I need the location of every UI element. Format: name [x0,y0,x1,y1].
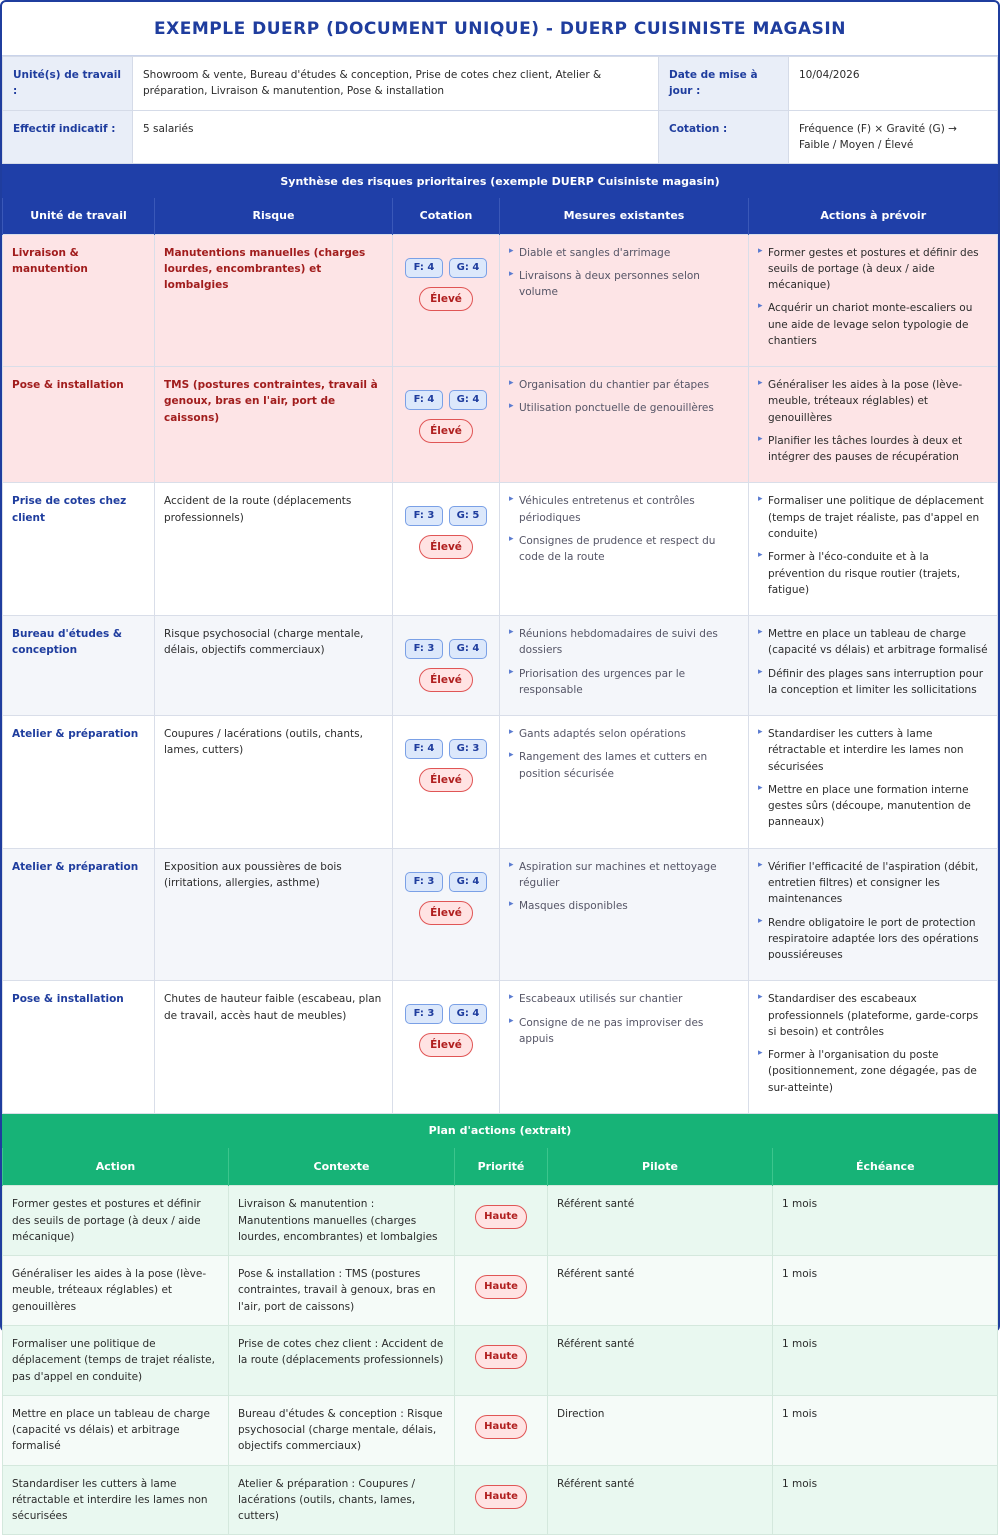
existing-measures [500,848,749,981]
action-item: ▸ Mettre en place un tableau de charge (capacité vs délais) et arbitrage formalisé [758,626,988,659]
risk-level-badge: Élevé [419,768,473,792]
planned-actions [749,848,998,981]
risk-unit: Livraison & manutention [3,234,155,367]
plan-row [3,1256,998,1326]
cotation-value: Fréquence (F) × Gravité (G) → Faible / Moyen / Élevé [789,110,998,164]
action-item: ▸ Rendre obligatoire le port de protection respiratoire adaptée lors des opérations poussiéreuses [758,915,988,964]
plan-table-body [3,1186,998,1535]
frequency-chip: F: 4 [405,390,443,410]
planned-actions [749,367,998,483]
plan-pilot: Référent santé [548,1326,773,1396]
plan-context: Pose & installation : TMS (postures contraintes, travail à genoux, bras en l'air, port de caissons) [229,1256,455,1326]
plan-context: Atelier & préparation : Coupures / lacérations (outils, chants, lames, cutters) [229,1465,455,1535]
plan-priority [455,1326,548,1396]
col-header-unit: Unité de travail [3,198,155,234]
action-item: ▸ Standardiser des escabeaux professionnels (plateforme, garde-corps si besoin) et contrôles [758,991,988,1040]
risk-level-badge: Élevé [419,287,473,311]
info-table [2,56,998,164]
frequency-chip: F: 4 [405,258,443,278]
plan-row [3,1465,998,1535]
gravity-chip: G: 3 [449,739,487,759]
priority-badge: Haute [475,1275,527,1299]
gravity-chip: G: 4 [449,390,487,410]
risk-cotation [393,616,500,716]
measure-item: ▸ Réunions hebdomadaires de suivi des dossiers [509,626,739,659]
priority-badge: Haute [475,1415,527,1439]
col-header-context: Contexte [229,1148,455,1186]
risk-name: TMS (postures contraintes, travail à genoux, bras en l'air, port de caissons) [155,367,393,483]
action-item: ▸ Standardiser les cutters à lame rétractable et interdire les lames non sécurisées [758,726,988,775]
measure-item: ▸ Diable et sangles d'arrimage [509,245,739,261]
staff-label: Effectif indicatif : [3,110,133,164]
date-value: 10/04/2026 [789,57,998,111]
existing-measures [500,367,749,483]
frequency-chip: F: 3 [405,872,443,892]
measure-item: ▸ Livraisons à deux personnes selon volume [509,268,739,301]
risk-row [3,234,998,367]
plan-pilot: Référent santé [548,1256,773,1326]
risk-row [3,981,998,1114]
risk-level-badge: Élevé [419,1033,473,1057]
planned-actions [749,716,998,849]
risk-table-body [3,234,998,1113]
cotation-label: Cotation : [659,110,789,164]
frequency-chip: F: 3 [405,639,443,659]
risk-row [3,616,998,716]
risk-cotation [393,483,500,616]
col-header-action: Action [3,1148,229,1186]
measure-item: ▸ Consigne de ne pas improviser des appuis [509,1015,739,1048]
risk-level-badge: Élevé [419,901,473,925]
plan-deadline: 1 mois [773,1395,998,1465]
risk-unit: Atelier & préparation [3,716,155,849]
risk-name: Coupures / lacérations (outils, chants, lames, cutters) [155,716,393,849]
priority-badge: Haute [475,1345,527,1369]
risk-name: Exposition aux poussières de bois (irritations, allergies, asthme) [155,848,393,981]
priority-badge: Haute [475,1485,527,1509]
plan-priority [455,1465,548,1535]
gravity-chip: G: 4 [449,258,487,278]
planned-actions [749,234,998,367]
risk-cotation [393,716,500,849]
plan-pilot: Référent santé [548,1465,773,1535]
risk-unit: Atelier & préparation [3,848,155,981]
planned-actions [749,483,998,616]
measure-item: ▸ Masques disponibles [509,898,739,914]
col-header-cotation: Cotation [393,198,500,234]
existing-measures [500,234,749,367]
frequency-chip: F: 3 [405,506,443,526]
plan-action: Standardiser les cutters à lame rétractable et interdire les lames non sécurisées [3,1465,229,1535]
action-item: ▸ Former à l'éco-conduite et à la prévention du risque routier (trajets, fatigue) [758,549,988,598]
action-item: ▸ Définir des plages sans interruption pour la conception et limiter les sollicitations [758,666,988,699]
plan-priority [455,1256,548,1326]
risk-name: Accident de la route (déplacements professionnels) [155,483,393,616]
plan-priority [455,1186,548,1256]
plan-action: Former gestes et postures et définir des seuils de portage (à deux / aide mécanique) [3,1186,229,1256]
risk-row [3,367,998,483]
gravity-chip: G: 4 [449,1004,487,1024]
plan-context: Prise de cotes chez client : Accident de la route (déplacements professionnels) [229,1326,455,1396]
col-header-risk: Risque [155,198,393,234]
plan-priority [455,1395,548,1465]
risk-name: Risque psychosocial (charge mentale, délais, objectifs commerciaux) [155,616,393,716]
planned-actions [749,981,998,1114]
risk-row [3,716,998,849]
units-value: Showroom & vente, Bureau d'études & conception, Prise de cotes chez client, Atelier & préparation, Livraison & manutention, Pose & installation [133,57,659,111]
action-item: ▸ Généraliser les aides à la pose (lève-meuble, tréteaux réglables) et genouillères [758,377,988,426]
risk-unit: Bureau d'études & conception [3,616,155,716]
plan-context: Bureau d'études & conception : Risque psychosocial (charge mentale, délais, objectifs commerciaux) [229,1395,455,1465]
gravity-chip: G: 4 [449,639,487,659]
risk-unit: Pose & installation [3,367,155,483]
action-item: ▸ Vérifier l'efficacité de l'aspiration (débit, entretien filtres) et consigner les maintenances [758,859,988,908]
plan-pilot: Référent santé [548,1186,773,1256]
action-item: ▸ Formaliser une politique de déplacement (temps de trajet réaliste, pas d'appel en conduite) [758,493,988,542]
col-header-priority: Priorité [455,1148,548,1186]
col-header-measures: Mesures existantes [500,198,749,234]
action-item: ▸ Former à l'organisation du poste (positionnement, zone dégagée, pas de sur-atteinte) [758,1047,988,1096]
document-title: EXEMPLE DUERP (DOCUMENT UNIQUE) - DUERP CUISINISTE MAGASIN [2,2,998,56]
risk-level-badge: Élevé [419,668,473,692]
risk-unit: Prise de cotes chez client [3,483,155,616]
measure-item: ▸ Véhicules entretenus et contrôles périodiques [509,493,739,526]
measure-item: ▸ Organisation du chantier par étapes [509,377,739,393]
action-item: ▸ Former gestes et postures et définir des seuils de portage (à deux / aide mécanique) [758,245,988,294]
plan-row [3,1326,998,1396]
measure-item: ▸ Aspiration sur machines et nettoyage régulier [509,859,739,892]
measure-item: ▸ Escabeaux utilisés sur chantier [509,991,739,1007]
risk-unit: Pose & installation [3,981,155,1114]
col-header-deadline: Échéance [773,1148,998,1186]
action-item: ▸ Planifier les tâches lourdes à deux et intégrer des pauses de récupération [758,433,988,466]
plan-action: Mettre en place un tableau de charge (capacité vs délais) et arbitrage formalisé [3,1395,229,1465]
plan-pilot: Direction [548,1395,773,1465]
plan-action: Formaliser une politique de déplacement (temps de trajet réaliste, pas d'appel en conduite) [3,1326,229,1396]
col-header-actions: Actions à prévoir [749,198,998,234]
date-label: Date de mise à jour : [659,57,789,111]
synthesis-heading: Synthèse des risques prioritaires (exemple DUERP Cuisiniste magasin) [2,164,998,198]
staff-value: 5 salariés [133,110,659,164]
plan-row [3,1186,998,1256]
plan-deadline: 1 mois [773,1256,998,1326]
plan-action: Généraliser les aides à la pose (lève-meuble, tréteaux réglables) et genouillères [3,1256,229,1326]
risk-row [3,483,998,616]
risk-cotation [393,848,500,981]
plan-deadline: 1 mois [773,1465,998,1535]
risk-row [3,848,998,981]
measure-item: ▸ Rangement des lames et cutters en position sécurisée [509,749,739,782]
frequency-chip: F: 3 [405,1004,443,1024]
col-header-pilot: Pilote [548,1148,773,1186]
measure-item: ▸ Priorisation des urgences par le responsable [509,666,739,699]
risk-cotation [393,981,500,1114]
plan-deadline: 1 mois [773,1326,998,1396]
existing-measures [500,483,749,616]
action-plan-table [2,1148,998,1535]
existing-measures [500,716,749,849]
measure-item: ▸ Gants adaptés selon opérations [509,726,739,742]
risk-level-badge: Élevé [419,535,473,559]
risk-name: Chutes de hauteur faible (escabeau, plan de travail, accès haut de meubles) [155,981,393,1114]
existing-measures [500,981,749,1114]
plan-deadline: 1 mois [773,1186,998,1256]
gravity-chip: G: 4 [449,872,487,892]
risk-cotation [393,234,500,367]
risk-synthesis-table [2,198,998,1114]
planned-actions [749,616,998,716]
existing-measures [500,616,749,716]
risk-name: Manutentions manuelles (charges lourdes, encombrantes) et lombalgies [155,234,393,367]
priority-badge: Haute [475,1205,527,1229]
plan-context: Livraison & manutention : Manutentions manuelles (charges lourdes, encombrantes) et lombalgies [229,1186,455,1256]
action-item: ▸ Mettre en place une formation interne gestes sûrs (découpe, manutention de panneaux) [758,782,988,831]
frequency-chip: F: 4 [405,739,443,759]
units-label: Unité(s) de travail : [3,57,133,111]
measure-item: ▸ Consignes de prudence et respect du code de la route [509,533,739,566]
risk-level-badge: Élevé [419,419,473,443]
plan-row [3,1395,998,1465]
risk-cotation [393,367,500,483]
gravity-chip: G: 5 [449,506,487,526]
action-item: ▸ Acquérir un chariot monte-escaliers ou une aide de levage selon typologie de chantiers [758,300,988,349]
plan-heading: Plan d'actions (extrait) [2,1114,998,1148]
measure-item: ▸ Utilisation ponctuelle de genouillères [509,400,739,416]
